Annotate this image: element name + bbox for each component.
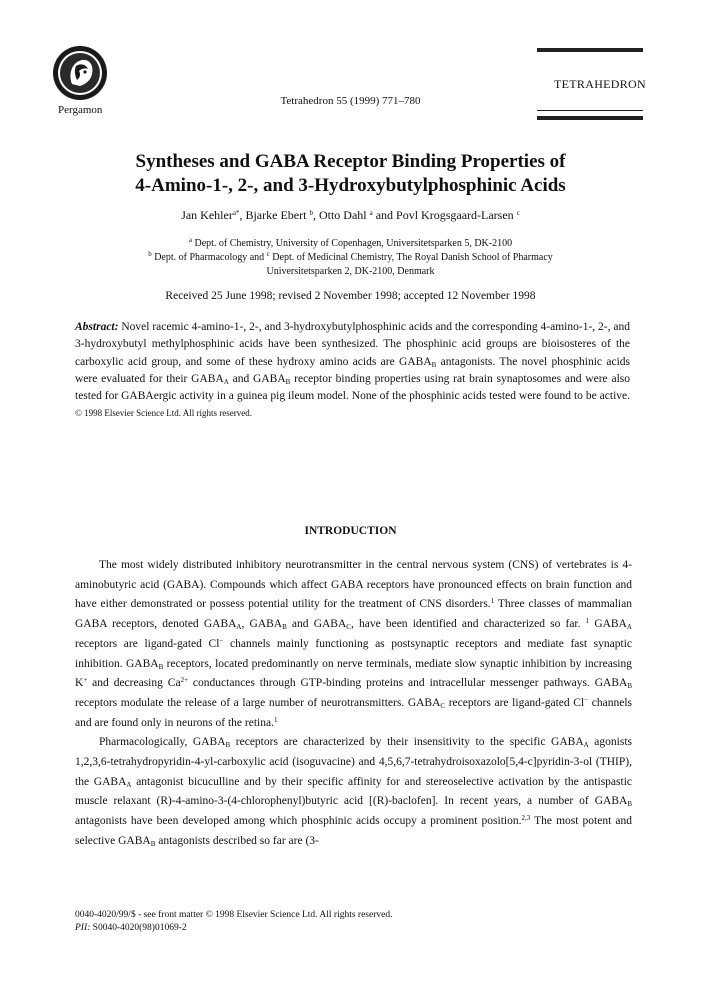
pii-label: PII: [75, 923, 91, 933]
subscript: A [236, 623, 242, 632]
affiliation-mark: c [266, 250, 270, 258]
superscript: − [584, 695, 589, 704]
subscript: B [158, 662, 164, 671]
paragraph [75, 733, 632, 851]
affiliation-text: Dept. of Chemistry, University of Copenhagen, Universitetsparken 5, DK-2100 [191, 238, 513, 249]
affiliation-mark: b [148, 250, 152, 258]
title-line-2: 4-Amino-1-, 2-, and 3-Hydroxybutylphosphinic Acids [135, 175, 566, 196]
superscript: + [83, 676, 88, 685]
text-run: and decreasing Ca [87, 677, 181, 690]
reference-mark: 1 [273, 715, 278, 724]
affiliation-mark: a [188, 236, 192, 244]
author-name: , Otto Dahl [312, 208, 370, 222]
text-run: receptors are ligand-gated Cl [75, 637, 220, 650]
journal-citation: Tetrahedron 55 (1999) 771–780 [280, 95, 421, 107]
abstract-text: antagonists. The novel phosphinic acids were evaluated for their GABA [75, 355, 630, 385]
affiliation-mark: b [309, 209, 313, 217]
subscript: B [627, 682, 632, 691]
text-run: , have been identified and characterized so far. [350, 618, 586, 631]
pii-value: S0040-4020(98)01069-2 [90, 923, 187, 933]
text-run: antagonists have been developed among which phosphinic acids occupy a prominent position. [75, 815, 522, 828]
affiliation-mark: c [516, 209, 520, 217]
header-rule-thin [537, 110, 643, 111]
author-name: and Povl Krogsgaard-Larsen [372, 208, 517, 222]
text-run: antagonists described so far are (3- [155, 834, 319, 847]
affiliation-line [0, 238, 701, 249]
abstract-label: Abstract: [75, 321, 119, 333]
text-run: Three classes of mammalian GABA receptors, denoted GABA [75, 598, 632, 631]
abstract [75, 319, 630, 423]
subscript: C [346, 623, 351, 632]
copyright-notice: © 1998 Elsevier Science Ltd. All rights reserved. [75, 408, 253, 419]
text-run: channels mainly functioning as postsynaptic receptors and mediate fast synaptic inhibition. GABA [75, 637, 632, 670]
text-run: and GABA [286, 618, 347, 631]
text-run: antagonist bicuculline and by their specific affinity for and stereoselective activation by the antispastic muscle relaxant (R)-4-amino-3-(4-chlorophenyl)butyric acid [(R)-baclofen]. In recent years, a number of GABA [75, 775, 632, 808]
header-rule-top [537, 48, 643, 52]
abstract-text: and GABA [228, 372, 286, 385]
subscript: A [223, 377, 229, 386]
affiliation-line: Universitetsparken 2, DK-2100, Denmark [266, 266, 435, 277]
pergamon-logo [50, 44, 110, 102]
abstract-text: receptor binding properties using rat brain synaptosomes and were also tested for GABAergic activity in a guinea pig ileum model. None of the phosphinic acids tested were found to be active. [75, 372, 630, 403]
author-list [0, 208, 701, 223]
text-run: , GABA [241, 618, 283, 631]
subscript: C [440, 701, 446, 710]
reference-mark: 1 [490, 597, 495, 606]
author-name: , Bjarke Ebert [239, 208, 310, 222]
affiliation-line [0, 252, 701, 263]
abstract-text: Novel racemic 4-amino-1-, 2-, and 3-hydroxybutylphosphinic acids and the corresponding 4-amino-1-, 2-, and 3-hydroxybutyl methylphosphinic acids have been synthesized. The phosphinic acid groups are bioisosteres of the carboxylic acid group, and some of these hydroxy amino acids are GABA [75, 321, 630, 368]
header-rule-thick [537, 116, 643, 120]
article-title [0, 150, 701, 198]
subscript: A [626, 623, 632, 632]
text-run: receptors are characterized by their insensitivity to the specific GABA [230, 736, 584, 749]
text-run: channels and are found only in neurons of the retina. [75, 696, 632, 729]
section-heading: INTRODUCTION [304, 525, 397, 537]
subscript: B [282, 623, 287, 632]
text-run: The most widely distributed inhibitory neurotransmitter in the central nervous system (CNS) of vertebrates is 4-aminobutyric acid (GABA). Compounds which affect GABA receptors have pronounced effects on brain function and have either demonstrated or possess potential utility for the treatment of CNS disorders. [75, 559, 632, 611]
text-run: GABA [589, 618, 627, 631]
superscript: 2+ [180, 676, 189, 685]
subscript: B [431, 360, 437, 369]
text-run: The most potent and selective GABA [75, 815, 632, 847]
subscript: A [583, 741, 589, 750]
affiliation-text: Dept. of Pharmacology and [151, 252, 267, 263]
publisher-name: Pergamon [58, 104, 103, 116]
text-run: receptors modulate the release of a large number of neurotransmitters. GABA [75, 696, 441, 709]
text-run: receptors are ligand-gated Cl [445, 696, 585, 709]
issn-line: 0040-4020/99/$ - see front matter © 1998 Elsevier Science Ltd. All rights reserved. [75, 910, 393, 920]
affiliation-text: Dept. of Medicinal Chemistry, The Royal Danish School of Pharmacy [269, 252, 553, 263]
text-run: Pharmacologically, GABA [99, 736, 226, 749]
pii-line [75, 922, 392, 935]
reference-mark: 1 [585, 617, 590, 626]
affiliation-mark: a* [232, 209, 240, 217]
subscript: B [150, 839, 156, 848]
subscript: B [627, 800, 632, 809]
reference-mark: 2,3 [521, 814, 531, 823]
subscript: A [126, 780, 132, 789]
received-dates: Received 25 June 1998; revised 2 November 1998; accepted 12 November 1998 [165, 290, 536, 302]
paragraph [75, 556, 632, 733]
text-run: agonists 1,2,3,6-tetrahydropyridin-4-yl-carboxylic acid (isoguvacine) and 4,5,6,7-tetrahydroisoxazolo[5,4-c]pyridin-3-ol (THIP), the GABA [75, 736, 632, 788]
text-run: conductances through GTP-binding proteins and intracellular messenger pathways. GABA [188, 677, 628, 690]
subscript: B [285, 377, 291, 386]
journal-name: TETRAHEDRON [554, 77, 646, 91]
text-run: receptors, located predominantly on nerve terminals, mediate slow synaptic inhibition by increasing K [75, 657, 632, 690]
affiliation-mark: a [369, 209, 373, 217]
subscript: B [225, 741, 231, 750]
superscript: − [219, 636, 224, 645]
body-text [75, 556, 632, 852]
author-name: Jan Kehler [181, 208, 233, 222]
page-footer [75, 909, 392, 935]
title-line-1: Syntheses and GABA Receptor Binding Properties of [135, 151, 566, 172]
